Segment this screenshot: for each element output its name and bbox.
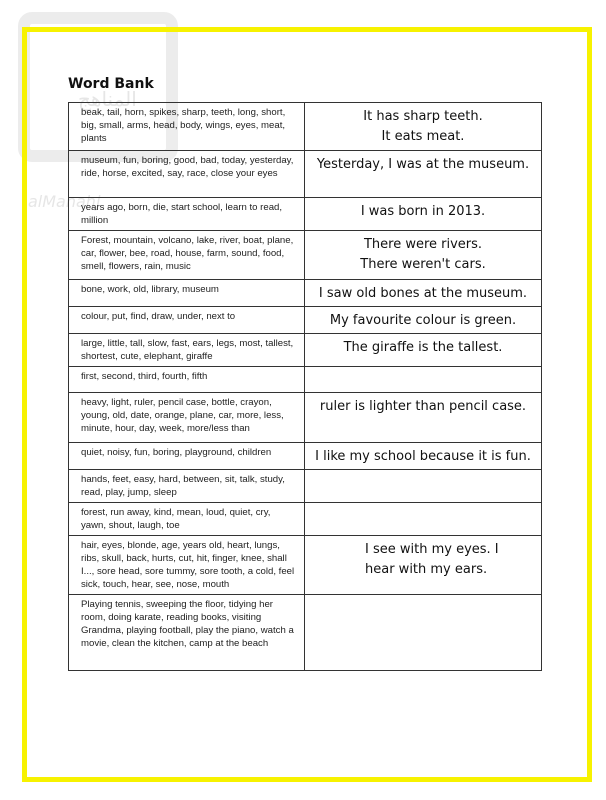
table-row — [69, 231, 542, 280]
word-list-cell: hands, feet, easy, hard, between, sit, talk, study, read, play, jump, sleep — [69, 470, 305, 503]
word-list-cell: museum, fun, boring, good, bad, today, yesterday, ride, horse, excited, say, race, close your eyes — [69, 151, 305, 198]
answer-cell — [305, 367, 542, 393]
table-row — [69, 443, 542, 470]
table-row — [69, 103, 542, 151]
table-row — [69, 503, 542, 536]
answer-sentence: ruler is lighter than pencil case. — [319, 399, 527, 414]
answer-cell — [305, 503, 542, 536]
word-list-cell: hair, eyes, blonde, age, years old, heart, lungs, ribs, skull, back, hurts, cut, hit, finger, knee, shall I..., sore head, sore tummy, sore tooth, a cold, feel sick, touch, hear, see, nose, mouth — [69, 536, 305, 595]
table-row — [69, 280, 542, 307]
table-row — [69, 334, 542, 367]
answer-cell — [305, 443, 542, 470]
answer-sentence: I like my school because it is fun. — [315, 449, 531, 464]
answer-sentence: There were rivers. — [363, 237, 483, 252]
word-list-cell: Playing tennis, sweeping the floor, tidying her room, doing karate, reading books, visiting Grandma, playing football, play the piano, watch a movie, clean the kitchen, camp at the beach — [69, 595, 305, 671]
watermark-latin: alManahj — [28, 192, 101, 211]
table-row — [69, 198, 542, 231]
answer-sentence: The giraffe is the tallest. — [343, 340, 503, 355]
answer-cell — [305, 198, 542, 231]
answer-cell — [305, 280, 542, 307]
answer-cell — [305, 231, 542, 280]
word-list-cell: bone, work, old, library, museum — [69, 280, 305, 307]
word-list-cell: first, second, third, fourth, fifth — [69, 367, 305, 393]
answer-sentence: It eats meat. — [381, 129, 465, 144]
answer-cell — [305, 393, 542, 443]
word-list-cell: quiet, noisy, fun, boring, playground, children — [69, 443, 305, 470]
answer-sentence: I was born in 2013. — [360, 204, 486, 219]
word-list-cell: beak, tail, horn, spikes, sharp, teeth, long, short, big, small, arms, head, body, wings, eyes, meat, plants — [69, 103, 305, 151]
answer-cell — [305, 595, 542, 671]
answer-sentence: There weren't cars. — [360, 257, 486, 272]
table-row — [69, 470, 542, 503]
table-row — [69, 536, 542, 595]
answer-sentence: hear with my ears. — [365, 562, 488, 577]
answer-sentence: I see with my eyes. I — [365, 542, 499, 557]
table-row — [69, 151, 542, 198]
word-list-cell: heavy, light, ruler, pencil case, bottle, crayon, young, old, date, orange, plane, car, more, less, minute, hour, day, week, more/less than — [69, 393, 305, 443]
answer-cell — [305, 334, 542, 367]
answer-cell — [305, 103, 542, 151]
word-list-cell: Forest, mountain, volcano, lake, river, boat, plane, car, flower, bee, road, house, farm, sound, food, smell, flowers, rain, music — [69, 231, 305, 280]
page-title: Word Bank — [68, 76, 154, 92]
word-list-cell: colour, put, find, draw, under, next to — [69, 307, 305, 334]
answer-sentence: Yesterday, I was at the museum. — [316, 157, 530, 172]
answer-sentence: My favourite colour is green. — [329, 313, 517, 328]
answer-cell — [305, 470, 542, 503]
table-row — [69, 307, 542, 334]
answer-sentence: It has sharp teeth. — [363, 109, 483, 124]
table-row — [69, 595, 542, 671]
answer-cell — [305, 536, 542, 595]
table-row — [69, 393, 542, 443]
word-list-cell: years ago, born, die, start school, learn to read, million — [69, 198, 305, 231]
table-row — [69, 367, 542, 393]
answer-cell — [305, 307, 542, 334]
answer-sentence: I saw old bones at the museum. — [318, 286, 528, 301]
word-list-cell: large, little, tall, slow, fast, ears, legs, most, tallest, shortest, cute, elephant, giraffe — [69, 334, 305, 367]
word-bank-table — [68, 102, 542, 671]
word-list-cell: forest, run away, kind, mean, loud, quiet, cry, yawn, shout, laugh, toe — [69, 503, 305, 536]
answer-cell — [305, 151, 542, 198]
watermark-arabic: المناهج — [78, 87, 137, 111]
